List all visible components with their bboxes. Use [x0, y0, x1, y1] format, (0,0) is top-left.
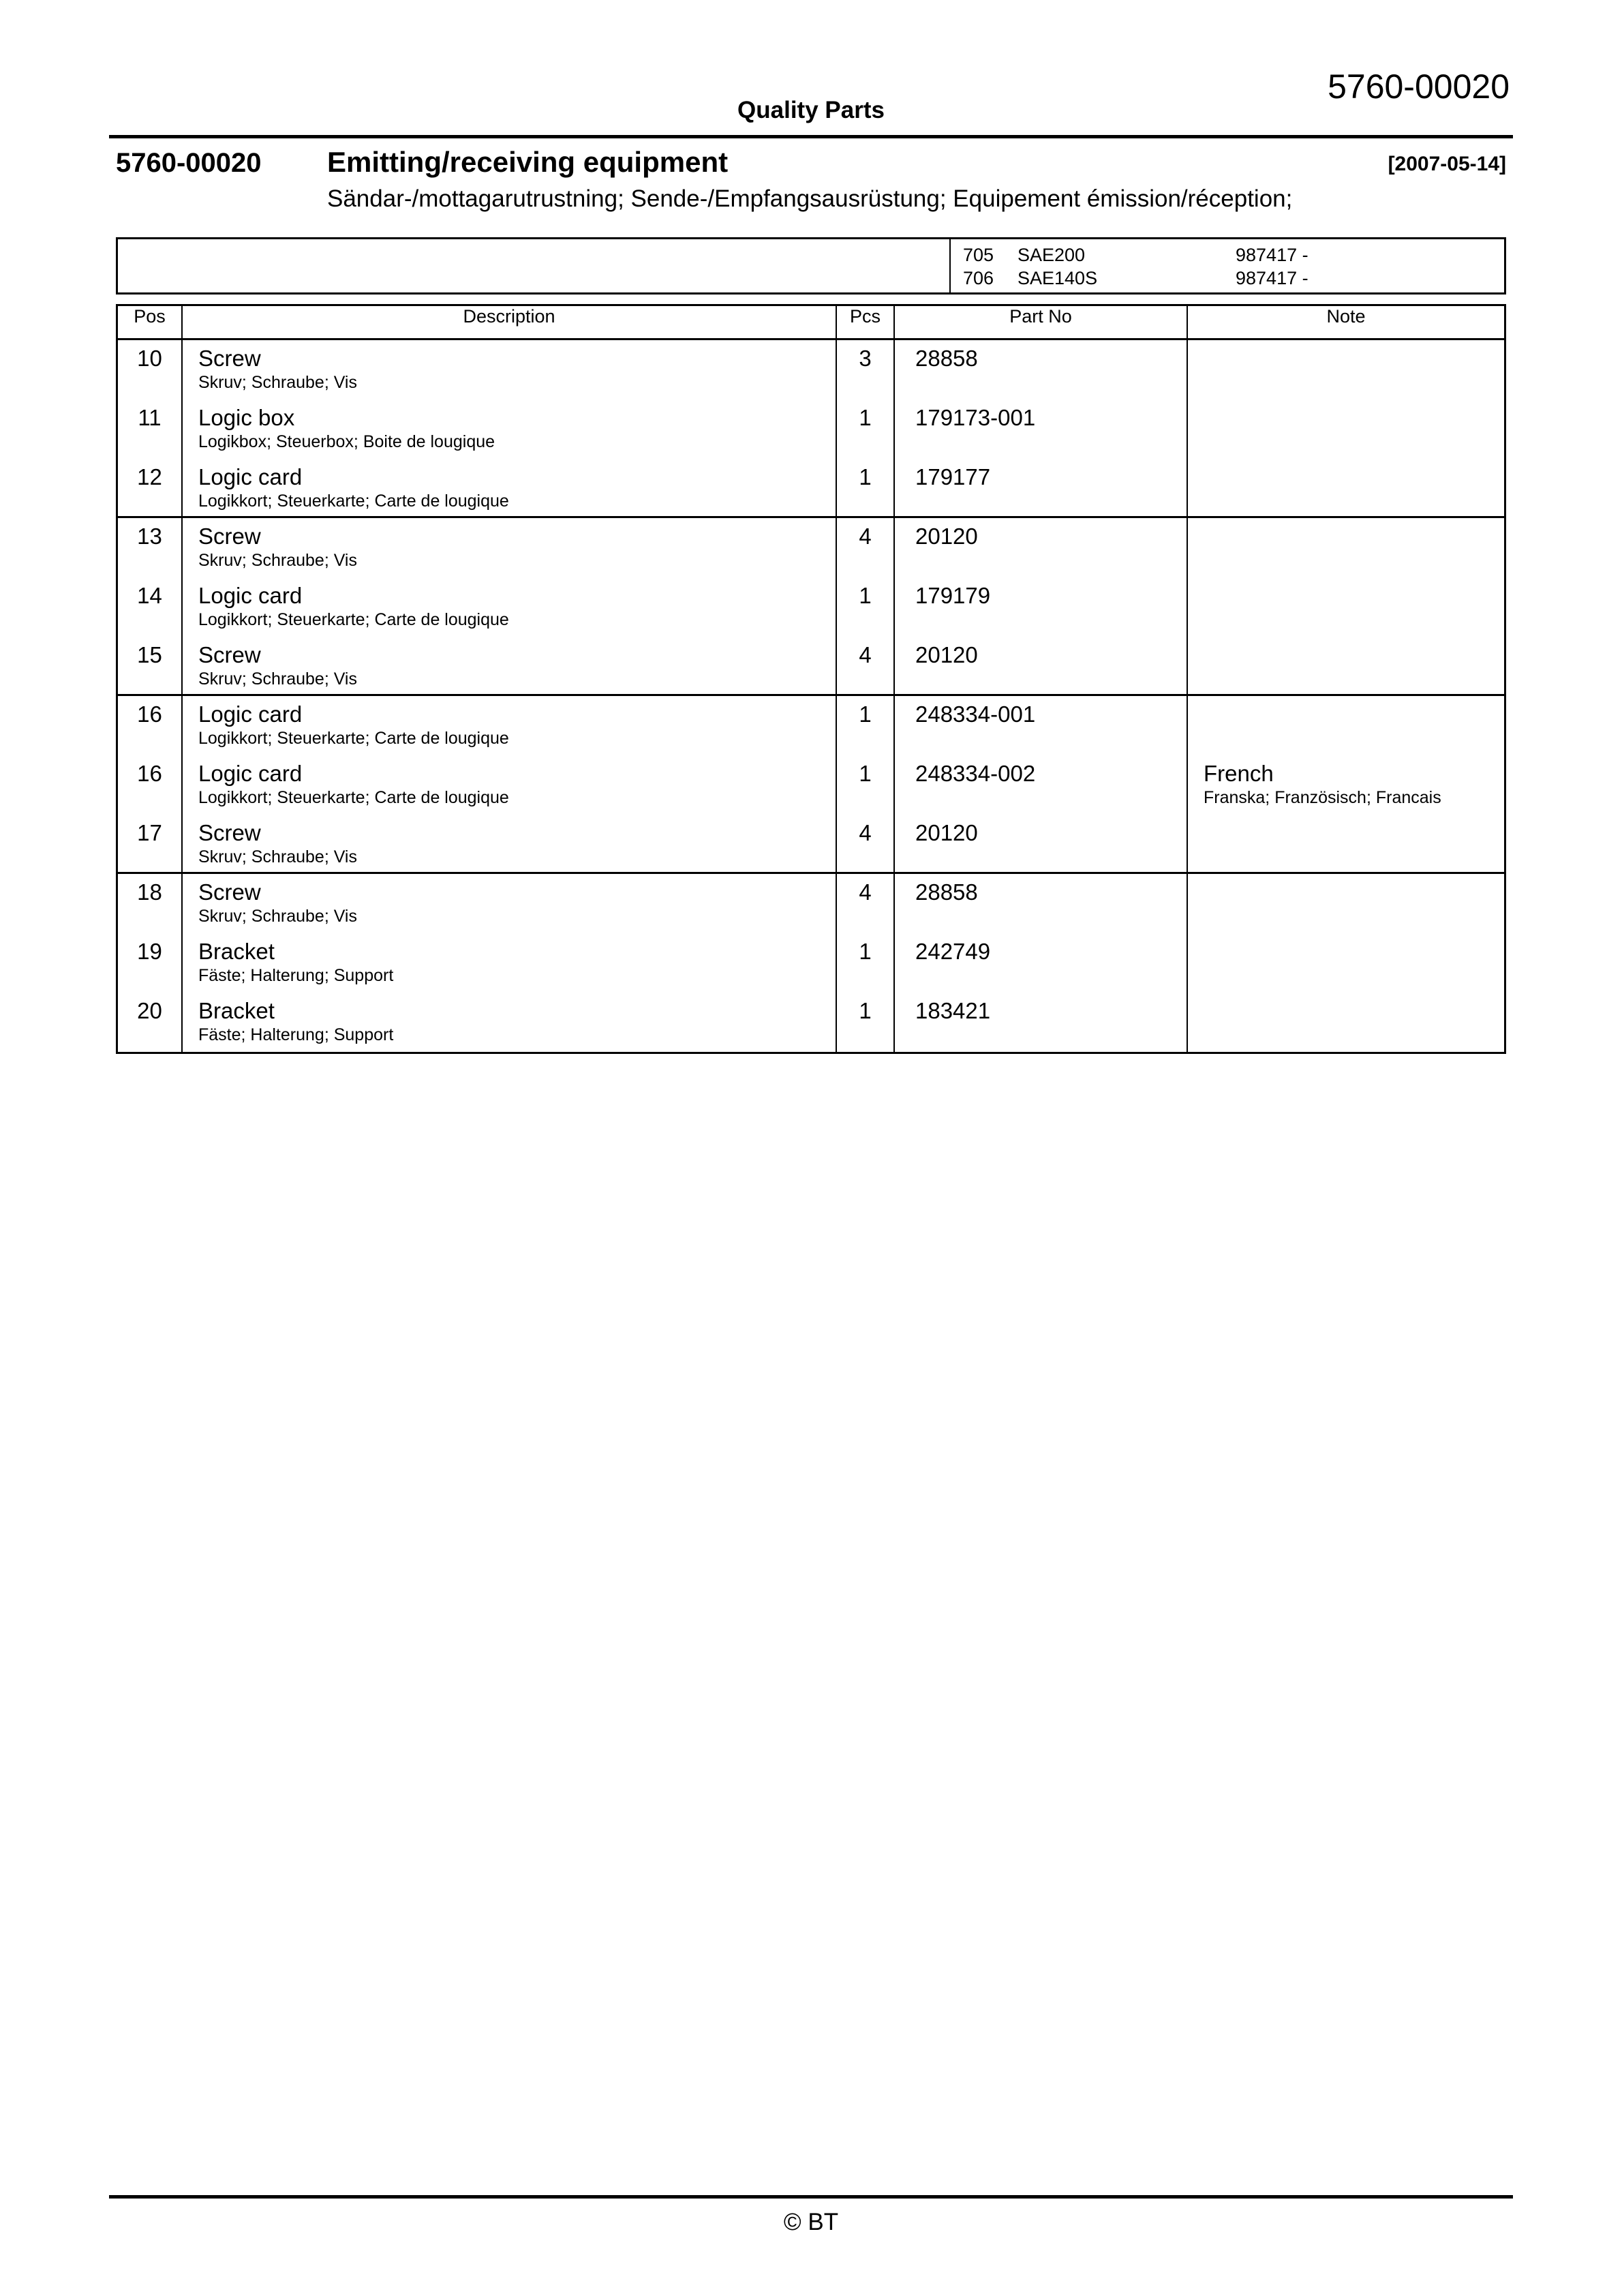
description-main: Logic card [198, 583, 303, 608]
pos-value: 15 [118, 637, 183, 694]
copyright-text: © BT [783, 2209, 839, 2235]
table-row [118, 340, 1504, 399]
pcs-value: 1 [837, 696, 895, 755]
table-row [118, 993, 1504, 1052]
pcs-value: 1 [837, 933, 895, 993]
footer-rule [109, 2195, 1513, 2199]
part-no-value: 28858 [895, 874, 1188, 933]
part-no-value: 20120 [895, 637, 1188, 694]
description-cell [183, 399, 837, 459]
description-main: Screw [198, 642, 261, 667]
model-code: 706 [963, 268, 994, 288]
header-pcs: Pcs [837, 306, 895, 338]
table-row [118, 518, 1504, 577]
title-translations: Sändar-/mottagarutrustning; Sende-/Empfangsausrüstung; Equipement émission/réception; [327, 185, 1293, 212]
pos-value: 17 [118, 815, 183, 872]
description-main: Logic card [198, 464, 303, 489]
description-main: Screw [198, 346, 261, 371]
description-cell [183, 577, 837, 637]
part-no-value: 179177 [895, 459, 1188, 516]
note-cell [1188, 993, 1504, 1052]
header-pos: Pos [118, 306, 183, 338]
brand-title: Quality Parts [737, 97, 885, 123]
table-header-row [118, 306, 1504, 340]
pcs-value: 4 [837, 815, 895, 872]
model-serial-range: 987417 - [1236, 245, 1309, 265]
note-cell [1188, 577, 1504, 637]
description-cell [183, 459, 837, 516]
part-no-value: 179173-001 [895, 399, 1188, 459]
part-no-value: 20120 [895, 815, 1188, 872]
note-cell [1188, 696, 1504, 755]
description-main: Logic box [198, 405, 295, 430]
part-no-value: 28858 [895, 340, 1188, 399]
note-cell [1188, 340, 1504, 399]
description-main: Screw [198, 879, 261, 905]
description-translations: Logikkort; Steuerkarte; Carte de lougique [198, 492, 509, 511]
pos-value: 16 [118, 696, 183, 755]
description-cell [183, 755, 837, 815]
description-translations: Logikkort; Steuerkarte; Carte de lougique [198, 788, 509, 807]
description-main: Screw [198, 524, 261, 549]
section-code: 5760-00020 [116, 148, 262, 178]
pos-value: 19 [118, 933, 183, 993]
model-name: SAE200 [1017, 245, 1086, 265]
part-no-value: 248334-002 [895, 755, 1188, 815]
revision-date: [2007-05-14] [1388, 153, 1506, 175]
pos-value: 14 [118, 577, 183, 637]
model-code: 705 [963, 245, 994, 265]
description-translations: Logikkort; Steuerkarte; Carte de lougique [198, 729, 509, 748]
part-no-value: 20120 [895, 518, 1188, 577]
description-cell [183, 874, 837, 933]
note-cell [1188, 459, 1504, 516]
table-row [118, 399, 1504, 459]
description-cell [183, 637, 837, 694]
model-serial-range: 987417 - [1236, 268, 1309, 288]
note-cell [1188, 399, 1504, 459]
table-row [118, 755, 1504, 815]
note-cell [1188, 874, 1504, 933]
parts-table [116, 304, 1506, 1054]
note-cell [1188, 755, 1504, 815]
table-row [118, 637, 1504, 696]
note-cell [1188, 518, 1504, 577]
header-description: Description [183, 306, 837, 338]
pos-value: 10 [118, 340, 183, 399]
header-note: Note [1326, 306, 1366, 327]
description-translations: Fäste; Halterung; Support [198, 966, 394, 985]
description-main: Bracket [198, 998, 275, 1023]
page-title: Emitting/receiving equipment [327, 146, 729, 178]
description-main: Logic card [198, 761, 303, 786]
pos-value: 16 [118, 755, 183, 815]
table-row [118, 577, 1504, 637]
description-cell [183, 696, 837, 755]
model-rows [963, 243, 1309, 290]
header-part-no: Part No [895, 306, 1188, 338]
part-no-value: 179179 [895, 577, 1188, 637]
pcs-value: 1 [837, 399, 895, 459]
model-name: SAE140S [1017, 268, 1098, 288]
part-no-value: 183421 [895, 993, 1188, 1052]
description-cell [183, 518, 837, 577]
description-translations: Skruv; Schraube; Vis [198, 847, 357, 866]
description-translations: Logikbox; Steuerbox; Boite de lougique [198, 432, 495, 451]
part-no-value: 248334-001 [895, 696, 1188, 755]
pcs-value: 4 [837, 874, 895, 933]
table-row [118, 815, 1504, 874]
description-main: Bracket [198, 939, 275, 964]
pcs-value: 1 [837, 993, 895, 1052]
pcs-value: 1 [837, 577, 895, 637]
pos-value: 20 [118, 993, 183, 1052]
description-cell [183, 993, 837, 1052]
part-no-value: 242749 [895, 933, 1188, 993]
note-cell [1188, 933, 1504, 993]
description-translations: Skruv; Schraube; Vis [198, 551, 357, 570]
table-row [118, 696, 1504, 755]
description-translations: Logikkort; Steuerkarte; Carte de lougique [198, 610, 509, 629]
note-main: French [1204, 761, 1274, 786]
table-row [118, 874, 1504, 933]
pcs-value: 3 [837, 340, 895, 399]
pcs-value: 4 [837, 518, 895, 577]
pos-value: 18 [118, 874, 183, 933]
description-translations: Fäste; Halterung; Support [198, 1025, 394, 1044]
model-row [963, 267, 1309, 290]
pcs-value: 1 [837, 755, 895, 815]
description-main: Logic card [198, 701, 303, 727]
note-cell [1188, 637, 1504, 694]
description-translations: Skruv; Schraube; Vis [198, 907, 357, 926]
pcs-value: 1 [837, 459, 895, 516]
note-cell [1188, 815, 1504, 872]
document-number-header: 5760-00020 [1328, 67, 1510, 106]
pos-value: 12 [118, 459, 183, 516]
table-row [118, 459, 1504, 518]
header-rule [109, 135, 1513, 138]
description-translations: Skruv; Schraube; Vis [198, 669, 357, 689]
pos-value: 11 [118, 399, 183, 459]
model-applicability-box [116, 237, 1506, 294]
note-translations: Franska; Französisch; Francais [1204, 788, 1441, 807]
description-main: Screw [198, 820, 261, 845]
pos-value: 13 [118, 518, 183, 577]
model-box-divider [949, 239, 951, 292]
description-cell [183, 340, 837, 399]
description-translations: Skruv; Schraube; Vis [198, 373, 357, 392]
model-row [963, 243, 1309, 267]
pcs-value: 4 [837, 637, 895, 694]
description-cell [183, 933, 837, 993]
title-row [116, 146, 1506, 179]
description-cell [183, 815, 837, 872]
table-row [118, 933, 1504, 993]
